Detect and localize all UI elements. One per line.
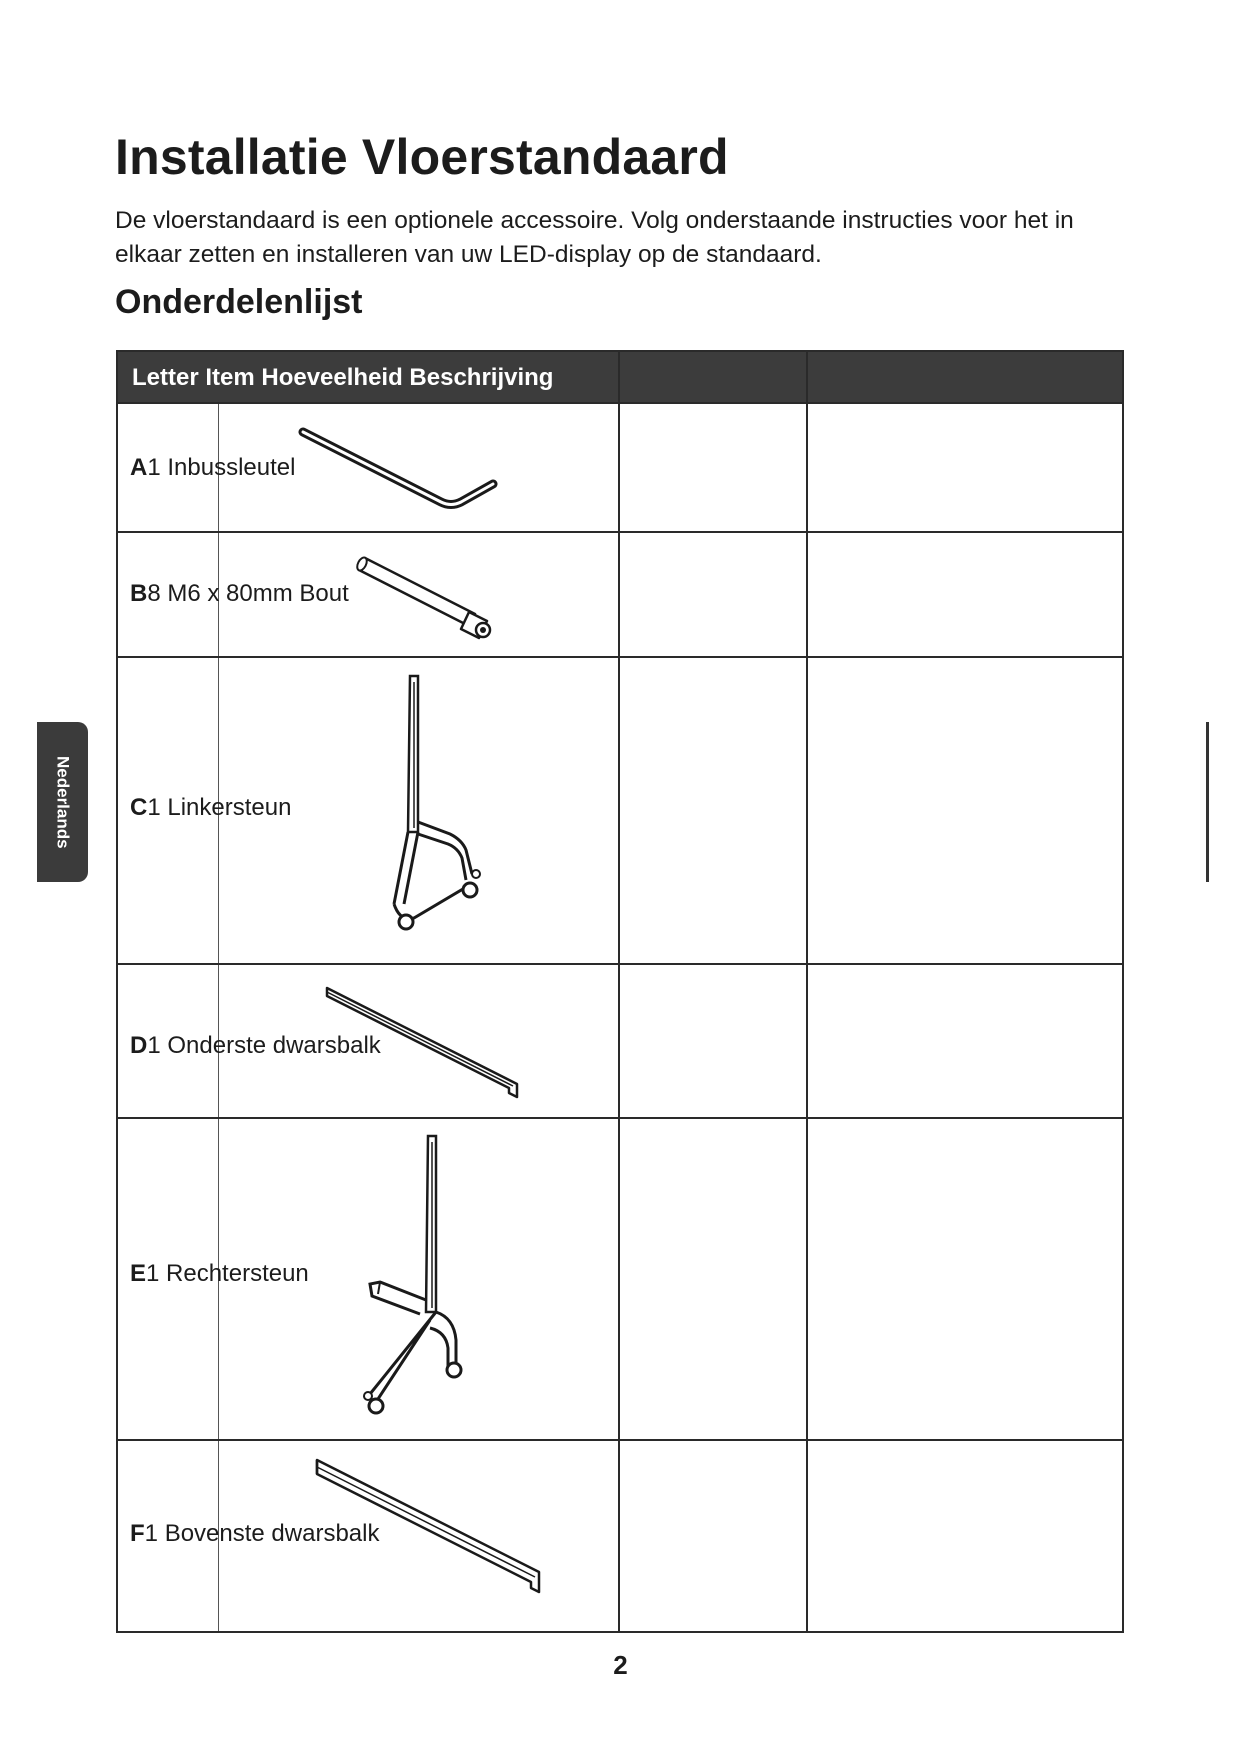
table-row bbox=[130, 794, 291, 822]
row-letter: C bbox=[130, 794, 148, 821]
bolt-icon bbox=[353, 552, 503, 642]
row-text: 8 M6 x 80mm Bout bbox=[147, 580, 349, 607]
row-text: 1 Linkersteun bbox=[147, 794, 292, 821]
row-text: 1 Rechtersteun bbox=[146, 1260, 309, 1287]
bottom-crossbar-icon bbox=[323, 982, 523, 1107]
row-text: 1 Inbussleutel bbox=[147, 454, 296, 481]
language-tab bbox=[37, 722, 88, 882]
page-title: Installatie Vloerstandaard bbox=[115, 129, 729, 185]
row-text: 1 Bovenste dwarsbalk bbox=[144, 1520, 380, 1547]
row-divider bbox=[118, 656, 1122, 658]
page-number: 2 bbox=[613, 1650, 628, 1680]
row-letter: B bbox=[130, 580, 148, 607]
table-header bbox=[118, 352, 1122, 402]
row-divider bbox=[118, 531, 1122, 533]
row-divider bbox=[118, 1439, 1122, 1441]
row-text: 1 Onderste dwarsbalk bbox=[147, 1032, 381, 1059]
row-letter: A bbox=[130, 454, 148, 481]
intro-paragraph: De vloerstandaard is een optionele accessoire. Volg onderstaande instructies voor het in elkaar zetten en installeren van uw LED-display op de standaard. bbox=[115, 207, 1074, 268]
section-title: Onderdelenlijst bbox=[115, 283, 363, 321]
parts-table bbox=[116, 350, 1124, 1633]
right-support-icon bbox=[358, 1132, 478, 1422]
language-tab-label: Nederlands bbox=[53, 755, 73, 849]
row-divider bbox=[118, 963, 1122, 965]
row-letter: E bbox=[130, 1260, 147, 1287]
top-crossbar-icon bbox=[313, 1454, 543, 1599]
table-row bbox=[130, 1260, 309, 1288]
table-row bbox=[130, 580, 349, 608]
row-divider bbox=[118, 402, 1122, 404]
left-support-icon bbox=[386, 672, 506, 942]
table-row bbox=[130, 454, 295, 482]
allen-key-icon bbox=[293, 422, 503, 522]
edge-marker bbox=[1206, 722, 1209, 882]
table-header-label: Letter Item Hoeveelheid Beschrijving bbox=[132, 364, 554, 391]
row-divider bbox=[118, 1117, 1122, 1119]
row-letter: F bbox=[130, 1520, 145, 1547]
row-letter: D bbox=[130, 1032, 148, 1059]
